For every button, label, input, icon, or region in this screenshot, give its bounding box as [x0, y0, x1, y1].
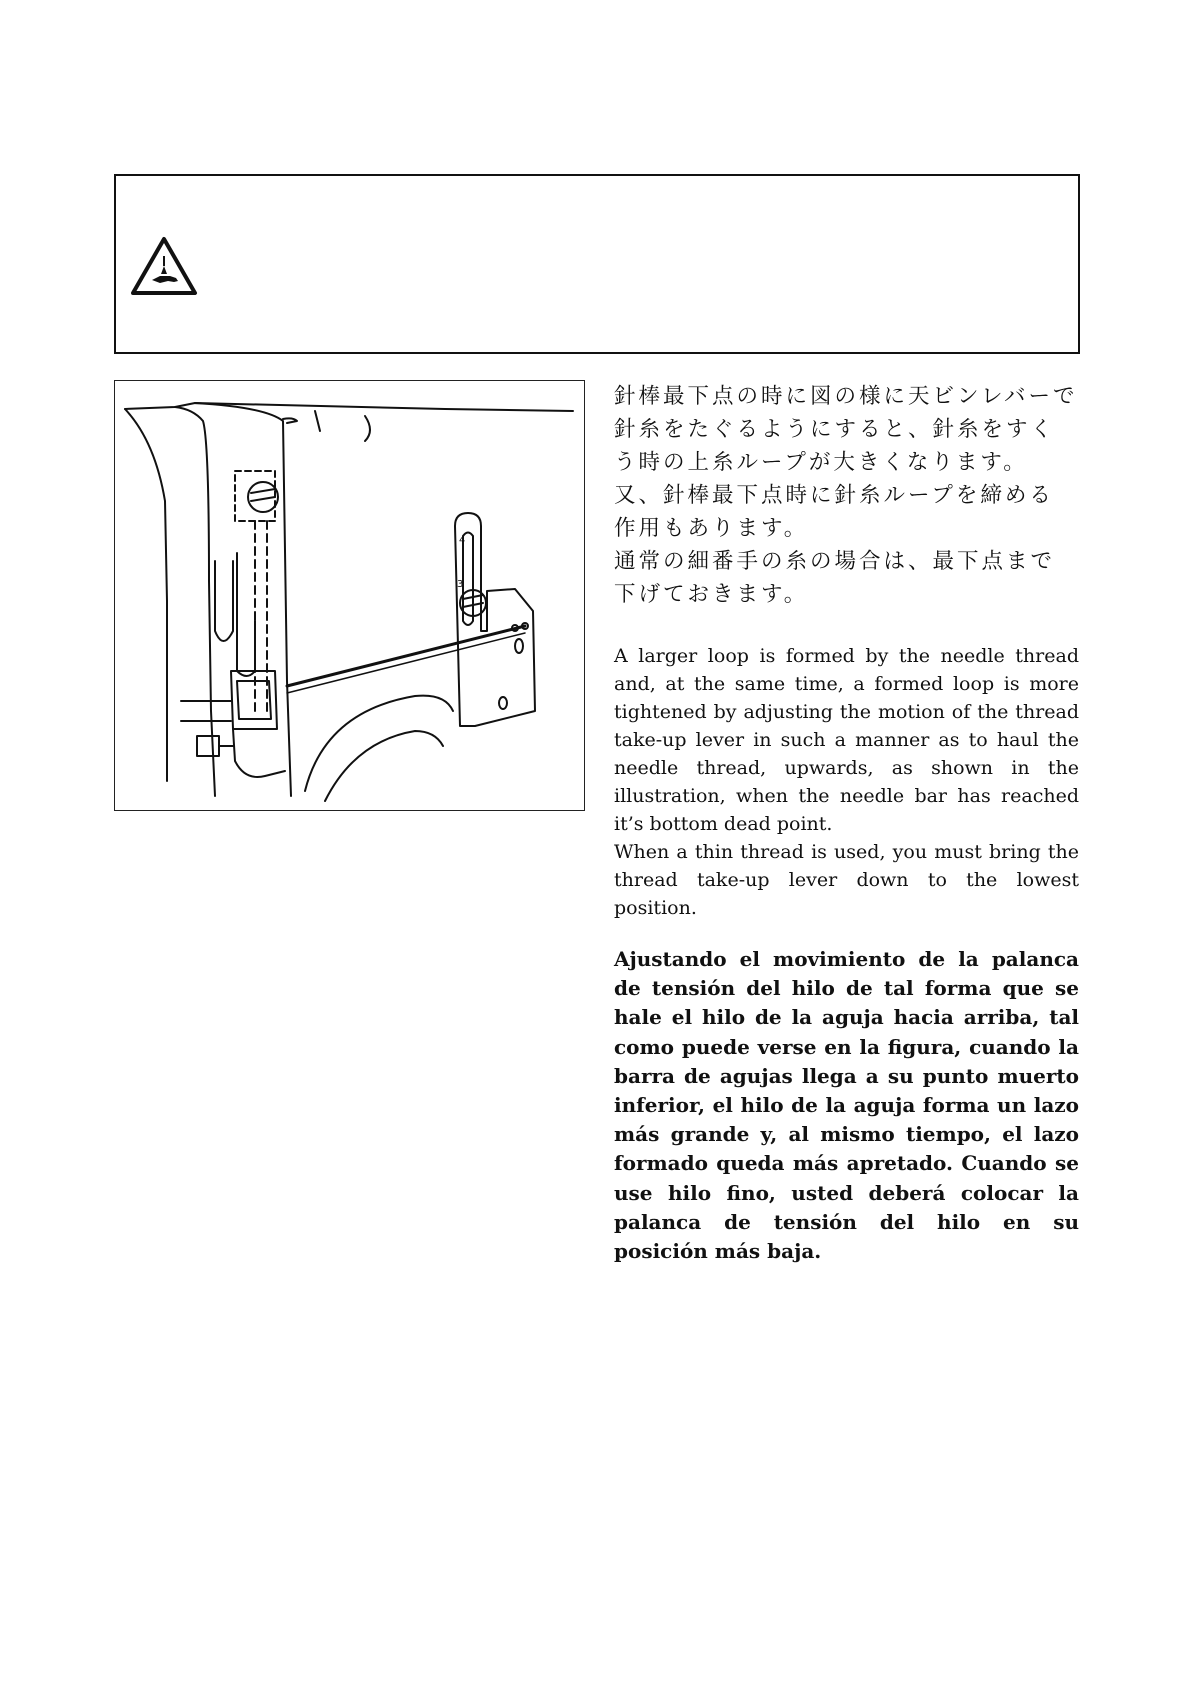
- jp-line: 下げておきます。: [614, 582, 809, 607]
- english-paragraph: A larger loop is formed by the needle thread and, at the same time, a formed loop is more tightened by adjusting the motion of the thread take-up lever in such a manner as to haul the needle thread, upwards, as shown in the illustration, when the needle bar has reached it’s bottom dead point.: [614, 645, 1079, 835]
- spanish-paragraph: Ajustando el movimiento de la palanca de tensión del hilo de tal forma que se hale el hilo de la aguja hacia arriba, tal como puede verse en la figura, cuando la barra de agujas llega a su punto muerto inferior, el hilo de la aguja forma un lazo más grande y, al mismo tiempo, el lazo formado queda más apretado. Cuando se use hilo fino, usted deberá colocar la palanca de tensión del hilo en su posición más baja.: [614, 947, 1079, 1264]
- jp-line: 又、針棒最下点時に針糸ループを締める: [614, 483, 1054, 508]
- hand-caution-icon: [130, 236, 198, 296]
- english-paragraph: When a thin thread is used, you must bring the thread take-up lever down to the lowest position.: [614, 841, 1079, 919]
- jp-line: 通常の細番手の糸の場合は、最下点まで: [614, 549, 1056, 574]
- warning-box: [114, 174, 1080, 354]
- jp-line: 針棒最下点の時に図の様に天ビンレバーで: [614, 384, 1078, 409]
- jp-line: う時の上糸ループが大きくなります。: [614, 450, 1028, 475]
- scale-mark-4: 4: [459, 535, 466, 546]
- machine-drawing: [115, 381, 585, 811]
- japanese-instructions: [614, 380, 1079, 611]
- jp-line: 針糸をたぐるようにすると、針糸をすく: [614, 417, 1056, 442]
- english-instructions: [614, 642, 1079, 922]
- scale-mark-3: 3: [457, 579, 464, 590]
- thread-take-up-lever-illustration: [114, 380, 585, 811]
- spanish-instructions: [614, 945, 1079, 1266]
- jp-line: 作用もあります。: [614, 516, 809, 541]
